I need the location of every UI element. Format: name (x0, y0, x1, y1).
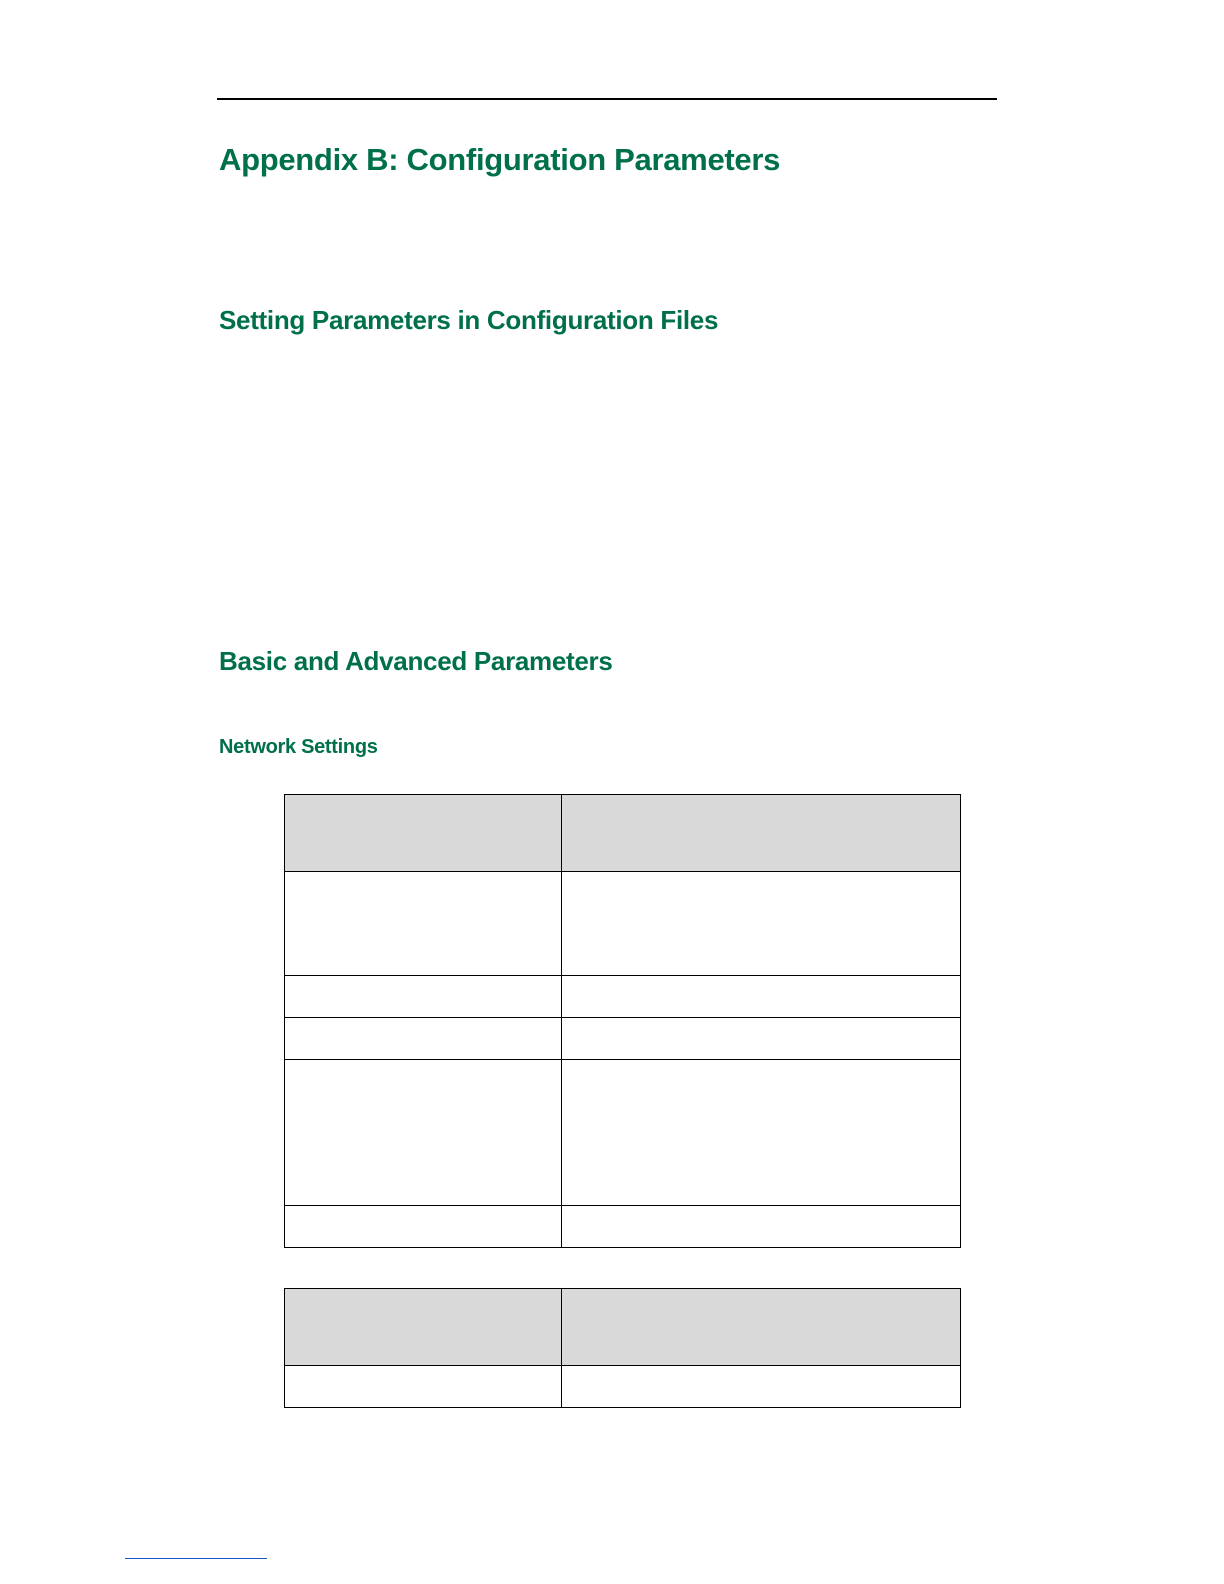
table-cell (285, 976, 562, 1018)
table-header-cell (562, 1289, 961, 1366)
table-cell (285, 1018, 562, 1060)
table-cell (285, 1060, 562, 1206)
table-header-cell (285, 1289, 562, 1366)
table-cell (562, 872, 961, 976)
table-row (285, 1366, 961, 1408)
table-cell (285, 1366, 562, 1408)
table-row (285, 1206, 961, 1248)
header-rule (217, 98, 997, 100)
page-title: Appendix B: Configuration Parameters (219, 142, 781, 177)
table-row (285, 872, 961, 976)
table-row (285, 1060, 961, 1206)
parameter-table (284, 1288, 961, 1408)
network-settings-table (284, 794, 961, 1248)
table-cell (562, 1366, 961, 1408)
table-cell (562, 1060, 961, 1206)
table-cell (285, 872, 562, 976)
table-header-row (285, 1289, 961, 1366)
section-heading-setting-parameters: Setting Parameters in Configuration Files (219, 305, 719, 335)
table-cell (562, 976, 961, 1018)
subsection-heading-network-settings: Network Settings (219, 736, 378, 758)
table-header-row (285, 795, 961, 872)
table-cell (562, 1018, 961, 1060)
section-heading-basic-advanced: Basic and Advanced Parameters (219, 646, 613, 676)
footer-link-underline[interactable] (125, 1558, 267, 1559)
table-header-cell (562, 795, 961, 872)
table-cell (285, 1206, 562, 1248)
table-cell (562, 1206, 961, 1248)
table-row (285, 976, 961, 1018)
table-header-cell (285, 795, 562, 872)
table-row (285, 1018, 961, 1060)
